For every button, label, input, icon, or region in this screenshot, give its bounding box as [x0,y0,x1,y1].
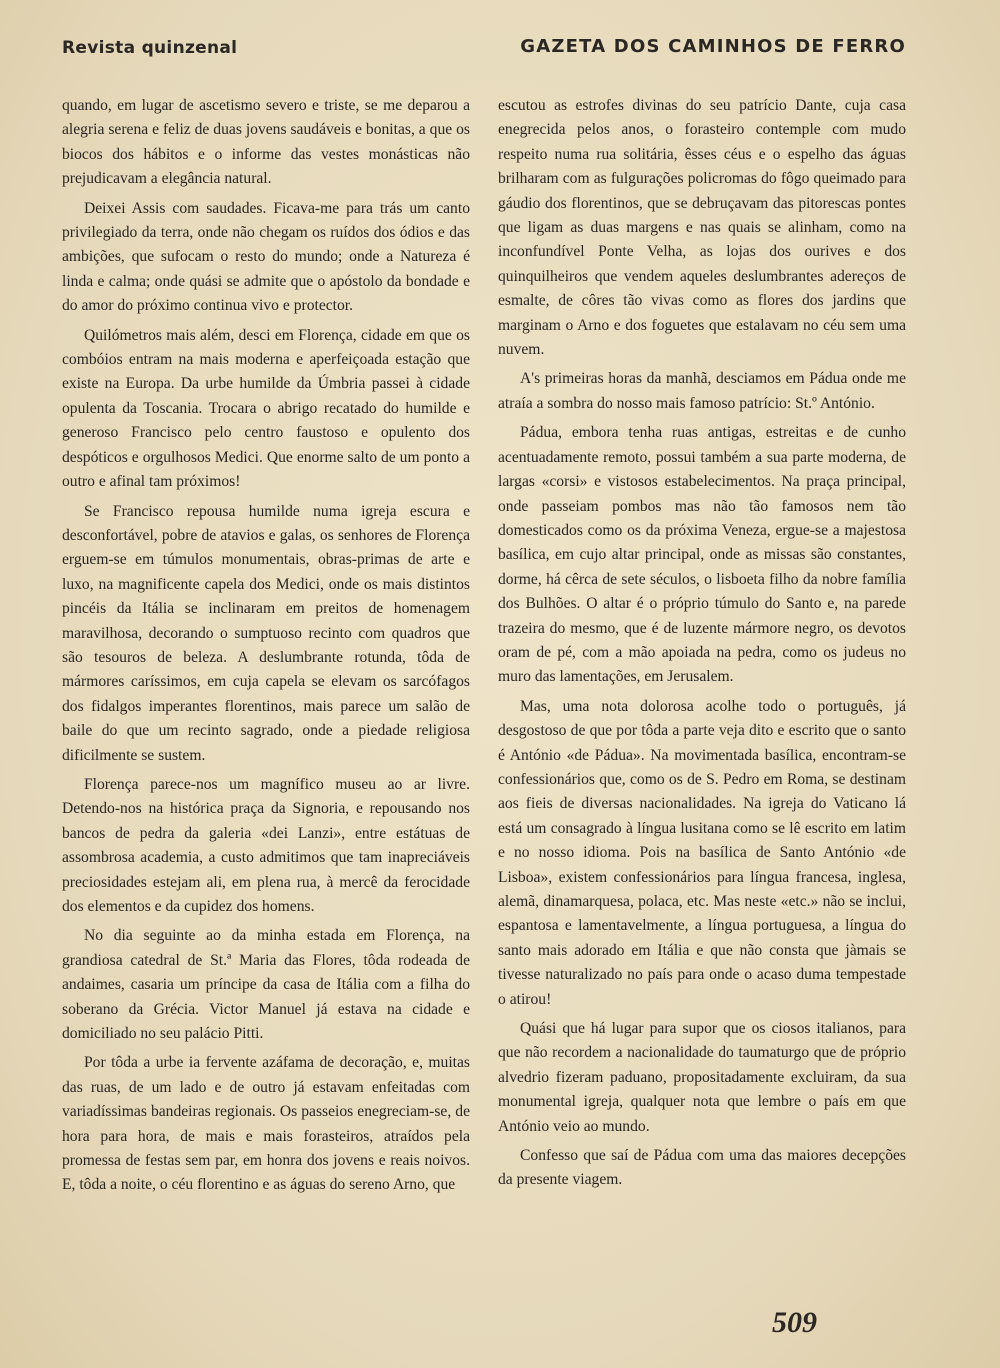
page-number: 509 [772,1306,817,1339]
paragraph: Confesso que saí de Pádua com uma das maiores decepções da presente viagem. [498,1147,906,1189]
journal-section-title: Revista quinzenal [62,38,238,58]
paragraph: quando, em lugar de ascetismo severo e triste, se me deparou a alegria serena e feliz de duas jovens saudáveis e bonitas, a que os biocos dos hábitos e o informe das vestes monásticas não prejudicavam a elegância natural. [62,97,470,188]
paragraph: Quilómetros mais além, desci em Florença, cidade em que os combóios entram na mais moderna e aperfeiçoada estação que existe na Europa. Da urbe humilde da Úmbria passei à cidade opulenta da Toscania. Trocara o abrigo recatado do humilde e generoso Francisco pelo centro faustoso e opulento dos despóticos e orgulhosos Medici. Que enorme salto de um ponto a outro e afinal tam próximos! [62,326,470,491]
paragraph: Mas, uma nota dolorosa acolhe todo o português, já desgostoso de que por tôda a parte veja dito e escrito que o santo é António «de Pádua». Na movimentada basílica, encontram-se confessionários que, como os de S. Pedro em Roma, se destinam aos fieis de diversas nacionalidades. Na igreja do Vaticano lá está um consagrado à língua lusitana como se lê escrito em latim e no nosso idioma. Pois na basílica de Santo António «de Lisboa», existem confessionários para língua francesa, inglesa, alemã, dinamarquesa, polaca, etc. Mas neste «etc.» não se inclui, espantosa e lamentavelmente, a língua portuguesa, a língua do santo mais adorado em Itália e que não consta que jàmais se tivesse naturalizado no país para onde o acaso duma tempestade o atirou! [498,697,906,1008]
paragraph: Quási que há lugar para supor que os ciosos italianos, para que não recordem a nacionalidade do taumaturgo que de próprio alvedrio fizeram paduano, propositadamente excluiram, da sua monumental igreja, qualquer nota que lembre o país em que António veio ao mundo. [498,1020,906,1135]
paragraph: No dia seguinte ao da minha estada em Florença, na grandiosa catedral de St.ª Maria das Flores, tôda rodeada de andaimes, casaria um príncipe da casa de Itália com a filha do soberano da Grécia. Victor Manuel já estava na cidade e domiciliado no seu palácio Pitti. [62,927,470,1043]
paragraph: A's primeiras horas da manhã, desciamos em Pádua onde me atraía a sombra do nosso mais famoso patrício: St.º António. [498,370,906,412]
paragraph: Se Francisco repousa humilde numa igreja escura e desconfortável, pobre de atavios e galas, os senhores de Florença erguem-se em túmulos monumentais, obras-primas de arte e luxo, na magnificente capela dos Medici, onde os mais distintos pincéis da Itália se inclinaram em preitos de homenagem maravilhosa, decorando o sumptuoso recinto com quadros que são tesouros de beleza. A deslumbrante rotunda, tôda de mármores caríssimos, em cuja capela se elevam os sarcófagos dos fidalgos imperantes florentinos, mais parece um salão de baile do que um recinto sagrado, onde a piedade religiosa dificilmente se sustem. [62,502,470,764]
paragraph: escutou as estrofes divinas do seu patrício Dante, cuja casa enegrecida pelos anos, o forasteiro contemple com mudo respeito numa rua solitária, êsses céus e o espelho das águas brilharam com as fulgurações policromas do fôgo queimado para gáudio dos florentinos, que se debruçavam das pitorescas pontes que ligam as duas margens e nas quais se alinham, como na inconfundível Ponte Velha, as lojas dos ourives e dos quinquilheiros que vendem aqueles deslumbrantes adereços de esmalte, de côres tão vivas como as flores dos jardins que marginam o Arno e dos foguetes que estalavam no céu sem uma nuvem. [498,97,906,359]
right-text-column [498,94,906,1193]
paragraph: Florença parece-nos um magnífico museu ao ar livre. Detendo-nos na histórica praça da Signoria, e repousando nos bancos de pedra da galeria «dei Lanzi», entre estátuas de assombrosa academia, a custo admitimos que tam inapreciáveis preciosidades estejam ali, em plena rua, à mercê da ferocidade dos elementos e da cupidez dos homens. [62,775,470,915]
journal-masthead: GAZETA DOS CAMINHOS DE FERRO [520,36,906,57]
left-text-column [62,94,470,1198]
paragraph: Por tôda a urbe ia fervente azáfama de decoração, e, muitas das ruas, de um lado e de outro já estavam enfeitadas com variadíssimas bandeiras regionais. Os passeios enegreciam-se, de hora para hora, de mais e mais forasteiros, atraídos pela promessa de festas sem par, em honra dos jovens e reais noivos. E, tôda a noite, o céu florentino e as águas do sereno Arno, que [62,1054,470,1194]
paragraph: Deixei Assis com saudades. Ficava-me para trás um canto privilegiado da terra, onde não chegam os ruídos dos ódios e das ambições, que sufocam o resto do mundo; onde a Natureza é linda e calma; onde quási se admite que o apóstolo da bondade e do amor do próximo continua vivo e protector. [62,199,470,315]
paragraph: Pádua, embora tenha ruas antigas, estreitas e de cunho acentuadamente remoto, possui também a sua parte moderna, de largas «corsi» e vistosos estabelecimentos. Na praça principal, onde passeiam pombos mas não tão famosos nem tão domesticados como os da próxima Veneza, ergue-se a majestosa basílica, em cujo altar principal, onde as missas são constantes, dorme, há cêrca de sete séculos, o lisboeta filho da nobre família dos Bulhões. O altar é o próprio túmulo do Santo e, na parede trazeira do mesmo, que é de luzente mármore negro, os devotos oram de pé, com a mão apoiada na pedra, como os judeus no muro das lamentações, em Jerusalem. [498,424,906,686]
